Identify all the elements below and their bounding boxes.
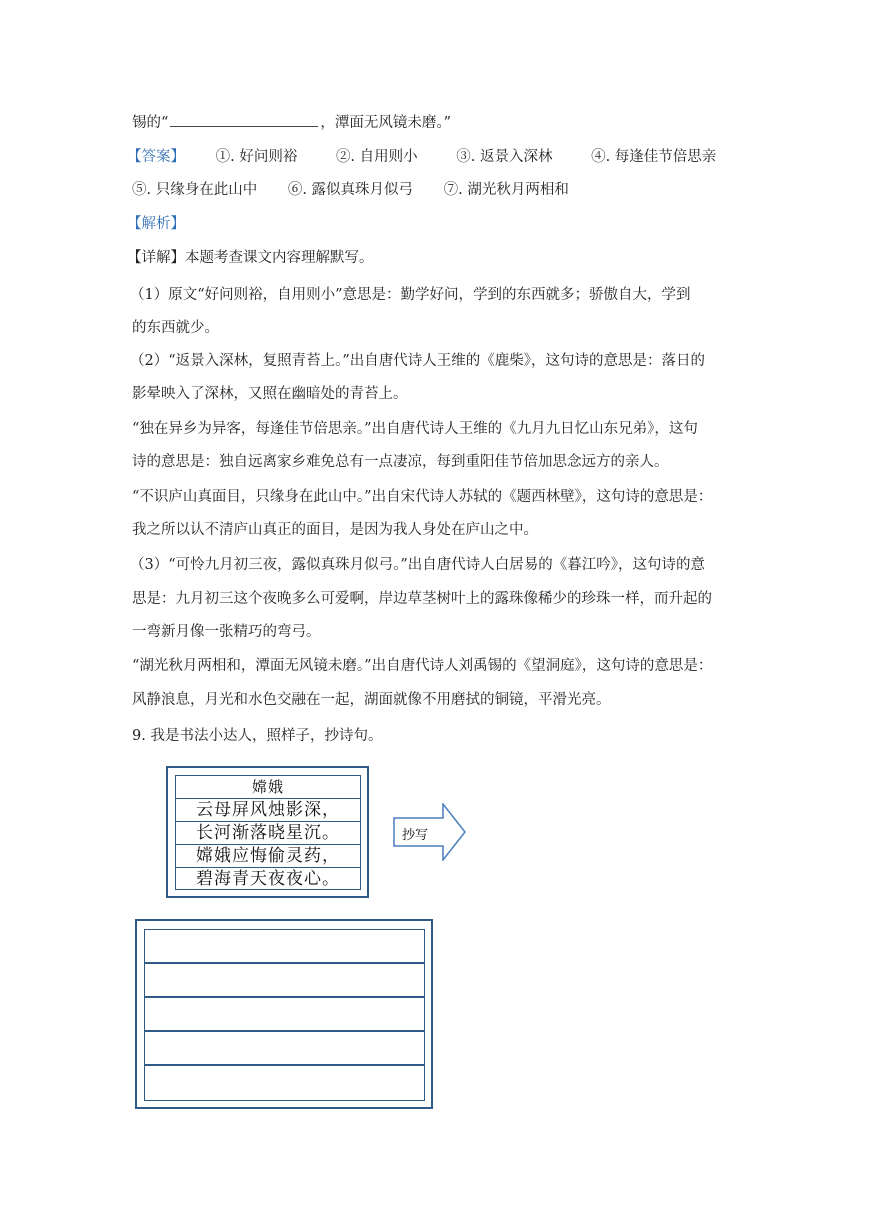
answer-item: ①. 好问则裕 xyxy=(215,149,298,165)
intro-suffix: ，潭面无风镜未磨。” xyxy=(320,115,452,131)
poem-title: 嫦娥 xyxy=(176,776,360,799)
answer-line-1 xyxy=(127,147,716,167)
answer-label: 【答案】 xyxy=(127,149,185,165)
poem-line: 嫦娥应悔偷灵药， xyxy=(176,845,360,868)
poem-line: 长河渐落晓星沉。 xyxy=(176,822,360,845)
intro-prefix: 锡的“ xyxy=(132,115,169,131)
analysis-paragraph: （3）“可怜九月初三夜，露似真珠月似弓。”出自唐代诗人白居易的《暮江吟》，这句诗的意 xyxy=(130,557,706,573)
analysis-paragraph: 的东西就少。 xyxy=(132,320,219,336)
analysis-paragraph: （2）“返景入深林，复照青苔上。”出自唐代诗人王维的《鹿柴》，这句诗的意思是：落日的 xyxy=(130,353,706,369)
analysis-paragraph: “独在异乡为异客，每逢佳节倍思亲。”出自唐代诗人王维的《九月九日忆山东兄弟》，这句 xyxy=(132,421,698,437)
analysis-paragraph: 影晕映入了深林，又照在幽暗处的青苔上。 xyxy=(132,386,408,402)
analysis-paragraph: 思是：九月初三这个夜晚多么可爱啊，岸边草茎树叶上的露珠像稀少的珍珠一样，而升起的 xyxy=(132,591,712,607)
answer-item: ④. 每逢佳节倍思亲 xyxy=(591,149,717,165)
analysis-paragraph: 风静浪息，月光和水色交融在一起，湖面就像不用磨拭的铜镜，平滑光亮。 xyxy=(132,692,611,708)
analysis-paragraph: “不识庐山真面目，只缘身在此山中。”出自宋代诗人苏轼的《题西林壁》，这句诗的意思是： xyxy=(132,489,713,505)
copy-row[interactable] xyxy=(145,1066,424,1100)
answer-item: ③. 返景入深林 xyxy=(456,149,553,165)
answer-item: ②. 自用则小 xyxy=(335,149,418,165)
copy-row[interactable] xyxy=(145,930,424,964)
answer-item: ⑥. 露似真珠月似弓 xyxy=(287,182,414,198)
copy-grid xyxy=(144,929,425,1101)
copy-row[interactable] xyxy=(145,1032,424,1066)
arrow-label: 抄写 xyxy=(402,828,429,843)
answer-line-2 xyxy=(132,180,569,200)
answer-blank[interactable] xyxy=(170,112,318,127)
copy-row[interactable] xyxy=(145,998,424,1032)
analysis-paragraph: 诗的意思是：独自远离家乡难免总有一点凄凉，每到重阳佳节倍加思念远方的亲人。 xyxy=(132,454,669,470)
analysis-label: 【解析】 xyxy=(127,216,185,232)
answer-item: ⑦. 湖光秋月两相和 xyxy=(443,182,569,198)
poem-grid xyxy=(175,775,361,890)
poem-line: 云母屏风烛影深， xyxy=(176,799,360,822)
question-9: 9. 我是书法小达人，照样子，抄诗句。 xyxy=(132,728,383,744)
copy-row[interactable] xyxy=(145,964,424,998)
copy-card xyxy=(135,919,433,1109)
poem-card xyxy=(166,766,369,898)
answer-item: ⑤. 只缘身在此山中 xyxy=(132,182,258,198)
analysis-paragraph: 我之所以认不清庐山真正的面目，是因为我人身处在庐山之中。 xyxy=(132,522,538,538)
analysis-paragraph: （1）原文“好问则裕，自用则小”意思是：勤学好问，学到的东西就多；骄傲自大，学到 xyxy=(130,287,691,303)
analysis-paragraph: 一弯新月像一张精巧的弯弓。 xyxy=(132,624,321,640)
analysis-paragraph: “湖光秋月两相和，潭面无风镜未磨。”出自唐代诗人刘禹锡的《望洞庭》，这句诗的意思是： xyxy=(132,658,713,674)
fill-blank-line xyxy=(132,112,451,133)
analysis-paragraph: 【详解】本题考查课文内容理解默写。 xyxy=(127,250,374,266)
poem-line: 碧海青天夜夜心。 xyxy=(196,869,340,889)
